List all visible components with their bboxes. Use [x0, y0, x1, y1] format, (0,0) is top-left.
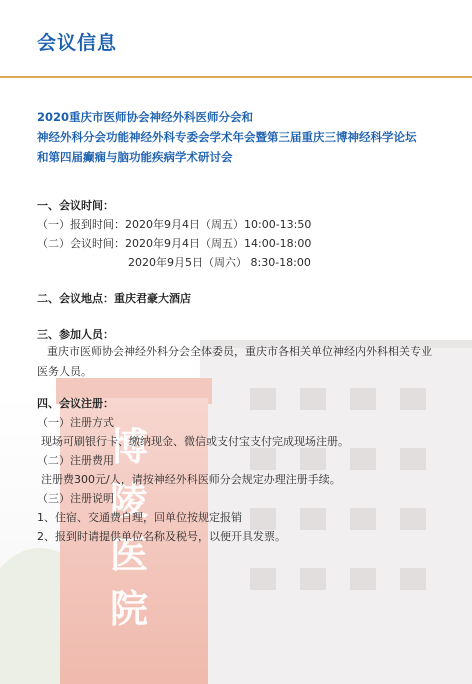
checkin-time: （一）报到时间：2020年9月4日（周五）10:00-13:50 — [37, 218, 312, 231]
registration-note: 1、住宿、交通费自理，回单位按规定报销 — [37, 511, 242, 524]
sign-character: 院 — [110, 586, 149, 631]
venue: 二、会议地点：重庆君豪大酒店 — [37, 292, 191, 305]
registration-method-heading: （一）注册方式 — [37, 416, 114, 429]
registration-method-text: 现场可刷银行卡、缴纳现金、微信或支付宝支付完成现场注册。 — [41, 435, 349, 448]
page-title: 会议信息 — [37, 32, 118, 54]
conference-title-line: 2020重庆市医师协会神经外科医师分会和 — [37, 110, 254, 124]
sign-character: 陵 — [110, 478, 149, 523]
meeting-time-day2: 2020年9月5日（周六） 8:30-18:00 — [128, 256, 311, 269]
registration-fee-heading: （二）注册费用 — [37, 454, 114, 467]
sign-character: 医 — [110, 532, 149, 577]
registration-notes-heading: （三）注册说明 — [37, 492, 114, 505]
meeting-time-day1: （二）会议时间：2020年9月4日（周五）14:00-18:00 — [37, 237, 312, 250]
participants-heading: 三、参加人员： — [37, 328, 114, 341]
participants-text: 重庆市医师协会神经外科分会全体委员，重庆市各相关单位神经内外科相关专业医务人员。 — [37, 345, 432, 378]
conference-title-line: 和第四届癫痫与脑功能疾病学术研讨会 — [37, 150, 233, 164]
sign-character: 博 — [110, 424, 149, 469]
registration-note: 2、报到时请提供单位名称及税号，以便开具发票。 — [37, 530, 286, 543]
registration-fee-text: 注册费300元/人，请按神经外科医师分会规定办理注册手续。 — [41, 473, 341, 486]
time-heading: 一、会议时间： — [37, 199, 114, 212]
conference-title-line: 神经外科分会功能神经外科专委会学术年会暨第三届重庆三博神经科学论坛 — [37, 130, 417, 144]
registration-heading: 四、会议注册： — [37, 397, 114, 410]
